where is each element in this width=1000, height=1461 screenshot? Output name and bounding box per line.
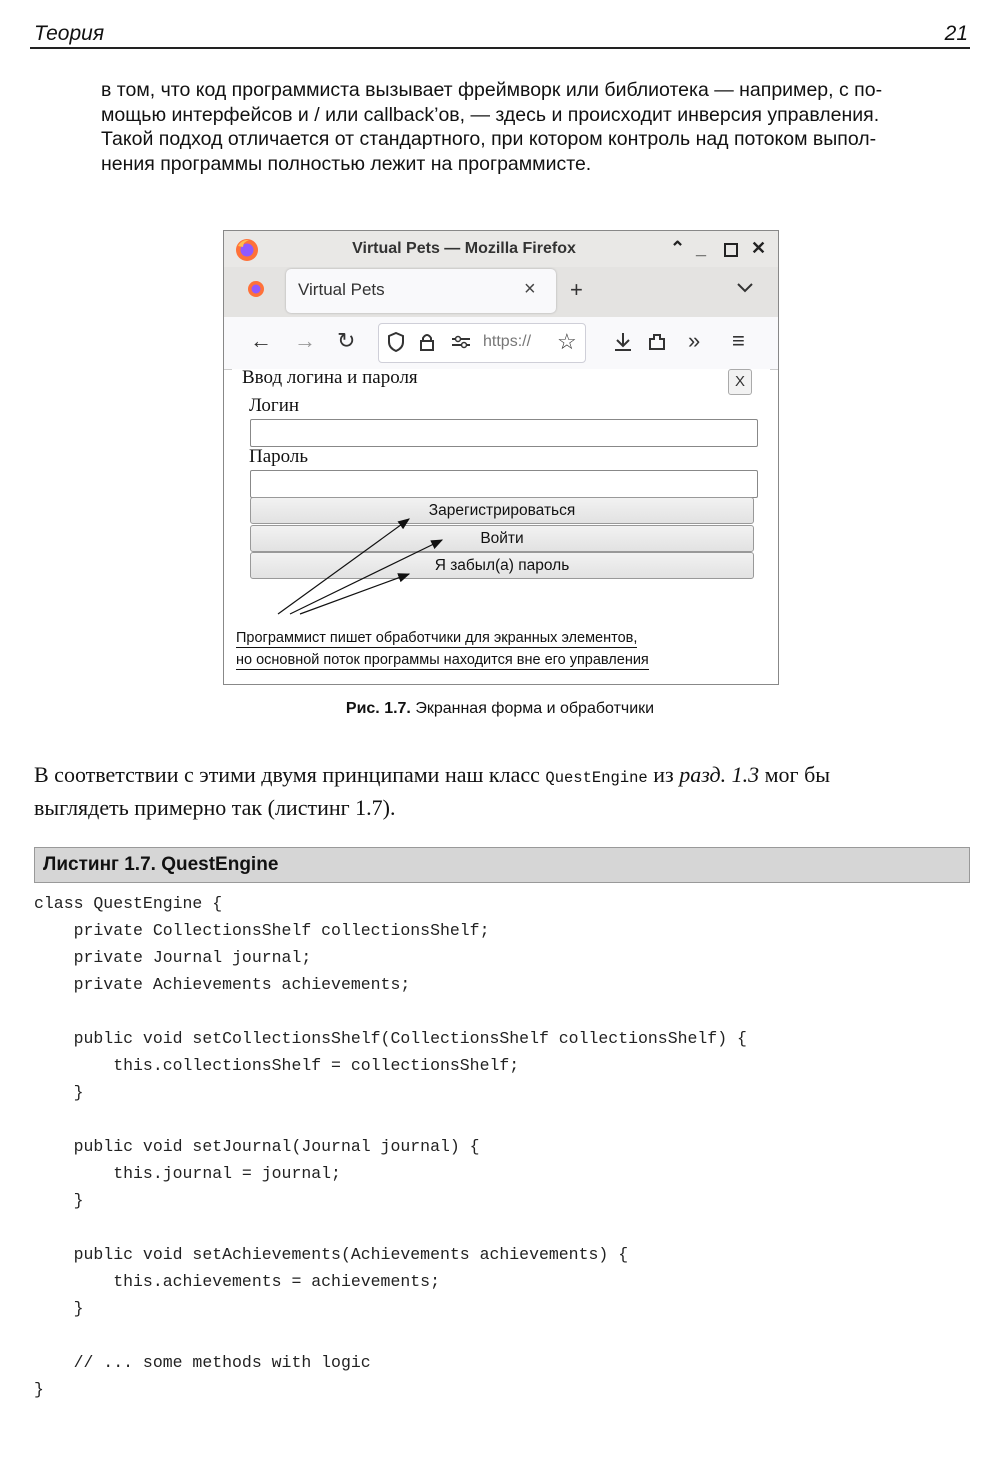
code-line (34, 998, 747, 1025)
code-line: private CollectionsShelf collectionsShelf; (34, 921, 490, 940)
reload-icon[interactable]: ↻ (337, 328, 356, 353)
listing-title: Листинг 1.7. QuestEngine (43, 854, 279, 875)
code-line: class QuestEngine { (34, 894, 223, 913)
paragraph-line: выглядеть примерно так (листинг 1.7). (34, 795, 396, 820)
paragraph-text: В соответствии с этими двумя принципами наш класс (34, 762, 546, 787)
code-line: this.journal = journal; (34, 1164, 341, 1183)
forgot-password-button[interactable]: Я забыл(а) пароль (250, 552, 754, 579)
handler-arrows (224, 231, 778, 684)
arrow-to-forgot (300, 574, 409, 614)
register-button[interactable]: Зарегистрироваться (250, 497, 754, 524)
window-title: Virtual Pets — Mozilla Firefox (352, 240, 576, 257)
login-button[interactable]: Войти (250, 525, 754, 552)
back-arrow-icon[interactable]: ← (250, 328, 272, 353)
login-label: Логин (249, 395, 300, 416)
tab-close-icon[interactable]: × (524, 278, 536, 300)
caption-text: Экранная форма и обработчики (415, 700, 655, 717)
form-close-button[interactable]: X (728, 369, 752, 395)
arrow-to-login (290, 540, 442, 614)
bookmark-star-icon[interactable]: ☆ (557, 329, 577, 354)
password-label: Пароль (249, 446, 309, 467)
code-line (34, 1322, 747, 1349)
inline-code: QuestEngine (545, 769, 648, 787)
paragraph-text: из (647, 762, 680, 787)
annotation-line: Программист пишет обработчики для экранных элементов, (236, 630, 638, 646)
code-line: } (34, 1380, 44, 1399)
paragraph-line (34, 760, 970, 793)
intro-paragraph (101, 78, 969, 176)
code-line: public void setAchievements(Achievements achievements) { (34, 1245, 629, 1264)
intro-line: в том, что код программиста вызывает фреймворк или библиотека — например, с по- (101, 79, 883, 101)
code-line: private Achievements achievements; (34, 975, 411, 994)
code-line: this.collectionsShelf = collectionsShelf; (34, 1056, 520, 1075)
code-listing (34, 890, 747, 1403)
code-line: private Journal journal; (34, 948, 312, 967)
tab-label: Virtual Pets (298, 280, 385, 299)
code-line (34, 1214, 747, 1241)
code-line: } (34, 1191, 84, 1210)
code-line: this.achievements = achievements; (34, 1272, 440, 1291)
arrow-to-register (278, 519, 409, 614)
running-header-section: Теория (34, 22, 105, 45)
header-rule (30, 47, 970, 49)
code-line (34, 1106, 747, 1133)
page-number: 21 (944, 22, 968, 45)
overflow-chevron-icon[interactable]: » (688, 328, 701, 353)
url-text: https:// (483, 333, 532, 350)
form-title: Ввод логина и пароля (242, 367, 418, 388)
code-line: public void setJournal(Journal journal) { (34, 1137, 480, 1156)
code-line: // ... some methods with logic (34, 1353, 371, 1372)
code-line: public void setCollectionsShelf(CollectionsShelf collectionsShelf) { (34, 1029, 747, 1048)
body-paragraph (34, 760, 970, 823)
figure-caption (0, 700, 1000, 718)
code-line: } (34, 1299, 84, 1318)
minimize-icon[interactable]: _ (696, 238, 707, 258)
figure-browser-window (223, 230, 779, 685)
intro-line: мощью интерфейсов и / или callback’ов, — здесь и происходит инверсия управления. (101, 103, 880, 126)
close-window-icon[interactable]: ✕ (751, 238, 767, 258)
code-line: } (34, 1083, 84, 1102)
annotation-line: но основной поток программы находится вне его управления (236, 652, 649, 668)
listing-header (34, 847, 970, 883)
chevron-up-icon[interactable]: ⌃ (670, 238, 686, 258)
caption-label: Рис. 1.7. (345, 700, 411, 717)
paragraph-text: мог бы (759, 762, 831, 787)
intro-line: Такой подход отличается от стандартного, при котором контроль над потоком выпол- (101, 128, 877, 150)
forward-arrow-icon[interactable]: → (294, 328, 316, 353)
section-reference: разд. 1.3 (679, 762, 760, 787)
hamburger-menu-icon[interactable]: ≡ (732, 328, 745, 353)
new-tab-icon[interactable]: + (570, 277, 583, 302)
intro-line: нения программы полностью лежит на программисте. (101, 152, 592, 175)
